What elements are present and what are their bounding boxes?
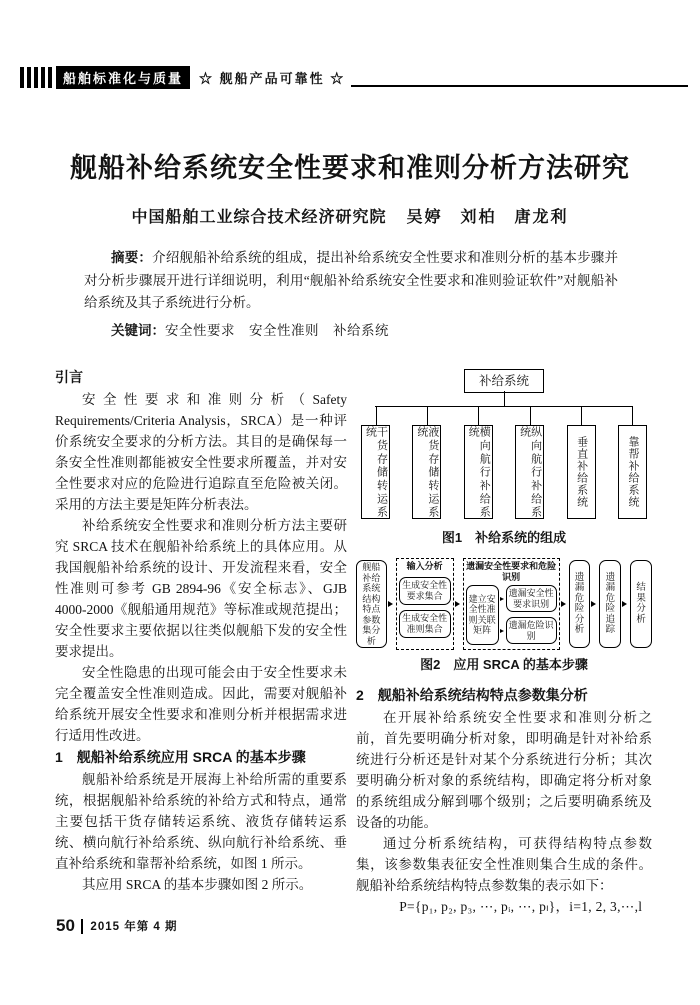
abstract-label: 摘要： bbox=[111, 250, 153, 265]
footer-divider bbox=[81, 919, 84, 934]
arrow-right-icon bbox=[500, 629, 506, 633]
fig1-root-box: 补给系统 bbox=[464, 369, 544, 393]
paragraph: 舰船补给系统是开展海上补给所需的重要系统，根据舰船补给系统的补给方式和特点，通常主要包括干货存储转运系统、液货存储转运系统、横向航行补给系统、纵向航行补给系统、垂直补给系统和靠帮补给系统，如图 1 所示。 bbox=[55, 772, 347, 871]
fig1-child-box: 液货存储转运系统 bbox=[412, 425, 441, 519]
fig2-input-box2: 生成安全性准则集合 bbox=[399, 610, 451, 638]
arrow-right-icon bbox=[500, 597, 506, 601]
arrow-right-icon bbox=[455, 601, 463, 607]
masthead-bars-icon bbox=[20, 67, 52, 88]
fig1-child-box: 纵向航行补给系统 bbox=[515, 425, 544, 519]
header-rule bbox=[351, 85, 688, 87]
abstract-text: 介绍舰船补给系统的组成，提出补给系统安全性要求和准则分析的基本步骤并对分析步骤展开进行详细说明，利用“舰船补给系统安全性要求和准则验证软件”对舰船补给系统及其子系统进行分析。 bbox=[84, 250, 618, 310]
figure2-caption: 图2 应用 SRCA 的基本步骤 bbox=[420, 657, 588, 672]
fig2-step5-box: 遗漏危险追踪 bbox=[599, 560, 621, 648]
fig1-children-row bbox=[358, 406, 650, 519]
right-column bbox=[356, 366, 652, 917]
figure1-caption: 图1 补给系统的组成 bbox=[441, 530, 567, 545]
authors: 吴婷 刘柏 唐龙利 bbox=[406, 209, 569, 226]
figure1-supply-system-chart bbox=[358, 369, 650, 521]
paper-title: 舰船补给系统安全性要求和准则分析方法研究 bbox=[70, 153, 630, 183]
intro-heading: 引言 bbox=[55, 369, 83, 385]
fig2-step4-box: 遗漏危险分析 bbox=[569, 560, 591, 648]
fig1-child-box: 靠帮补给系统 bbox=[618, 425, 647, 519]
arrow-right-icon bbox=[591, 601, 599, 607]
fig2-input-title: 输入分析 bbox=[406, 561, 443, 571]
keywords-label: 关键词： bbox=[111, 322, 165, 338]
paragraph: 补给系统安全性要求和准则分析方法主要研究 SRCA 技术在舰船补给系统上的具体应用。从我国舰船补给系统的设计、开发流程来看，安全性准则可参考 GB 2894-96《安全标志》、GJB 4000-2000《舰船通用规范》等标准或规范提出；安全性要求主要依据以往类似舰船下发的安全性要求提出。 bbox=[55, 518, 347, 659]
issue-label: 2015 年第 4 期 bbox=[90, 921, 178, 933]
paragraph: 通过分析系统结构，可获得结构特点参数集，该参数集表征安全性准则集合生成的条件。舰船补给系统结构特点参数集的表示如下： bbox=[356, 836, 652, 893]
paragraph: 安全性隐患的出现可能会由于安全性要求未完全覆盖安全性准则造成。因此，需要对舰船补给系统开展安全性要求和准则分析并根据需求进行适用性改进。 bbox=[55, 665, 347, 743]
fig1-child-box: 干货存储转运系统 bbox=[361, 425, 390, 519]
section2-heading: 2 舰船补给系统结构特点参数集分析 bbox=[356, 687, 588, 703]
left-column bbox=[55, 366, 347, 895]
paragraph: 安全性要求和准则分析（Safety Requirements/Criteria Analysis，SRCA）是一种评价系统安全要求的分析方法。其目的是确保每一条安全性准则都能被安全性要求所覆盖，并对安全性要求对应的危险进行追踪直至危险被关闭。采用的方法主要是矩阵分析表法。 bbox=[55, 392, 347, 512]
parameter-set-formula: P={p₁, p₂, p₃, ⋯, pᵢ, ⋯, pₗ}，i=1, 2, 3,⋯,l bbox=[399, 899, 643, 914]
figure2-srca-flowchart bbox=[356, 558, 652, 650]
fig2-input-group bbox=[396, 558, 454, 650]
author-line bbox=[0, 204, 700, 227]
fig2-identify-row bbox=[466, 582, 557, 647]
fig2-identify-box1: 遗漏安全性要求识别 bbox=[506, 585, 557, 612]
fig2-identify-column bbox=[500, 585, 557, 644]
abstract-paragraph bbox=[84, 247, 618, 315]
arrow-right-icon bbox=[388, 601, 396, 607]
section1-heading: 1 舰船补给系统应用 SRCA 的基本步骤 bbox=[55, 749, 306, 765]
journal-section: ☆ 舰船产品可靠性 ☆ bbox=[199, 70, 346, 86]
fig2-input-box1: 生成安全性要求集合 bbox=[399, 577, 451, 605]
fig2-identify-title: 遗漏安全性要求和危险识别 bbox=[466, 561, 557, 582]
keywords-line bbox=[84, 320, 618, 343]
fig2-identify-box2: 遗漏危险识别 bbox=[506, 617, 557, 644]
arrow-right-icon bbox=[622, 601, 630, 607]
journal-masthead: 船舶标准化与质量 bbox=[56, 66, 190, 89]
fig2-step6-box: 结果分析 bbox=[630, 560, 652, 648]
paragraph: 其应用 SRCA 的基本步骤如图 2 所示。 bbox=[82, 877, 313, 892]
affiliation: 中国船舶工业综合技术经济研究院 bbox=[131, 209, 387, 226]
paragraph: 在开展补给系统安全性要求和准则分析之前，首先要明确分析对象，即明确是针对补给系统进行分析还是针对某个分系统进行分析；其次要明确分析对象的系统结构，即确定将分析对象的系统组成分解到哪个级别；之后要明确系统及设备的功能。 bbox=[356, 710, 652, 830]
fig2-matrix-box: 建立安全性准则关联矩阵 bbox=[466, 585, 499, 645]
fig1-child-box: 垂直补给系统 bbox=[567, 425, 596, 519]
keywords-text: 安全性要求 安全性准则 补给系统 bbox=[165, 322, 389, 338]
fig1-stem-line bbox=[504, 391, 505, 406]
abstract-block bbox=[84, 247, 618, 342]
arrow-right-icon bbox=[561, 601, 569, 607]
fig2-step1-box: 舰船补给系统结构特点参数集分析 bbox=[356, 560, 387, 648]
page-header bbox=[20, 64, 688, 90]
fig1-child-box: 横向航行补给系统 bbox=[464, 425, 493, 519]
page-number: 50 bbox=[56, 916, 75, 935]
page-footer bbox=[56, 916, 178, 936]
fig2-identify-group bbox=[463, 558, 560, 650]
